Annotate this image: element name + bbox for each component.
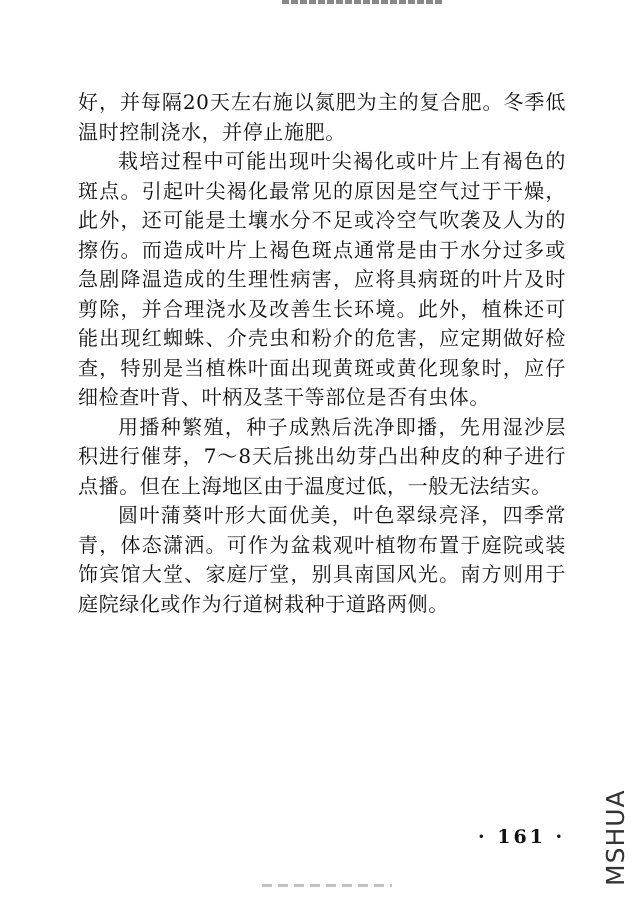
paragraph-2: 栽培过程中可能出现叶尖褐化或叶片上有褐色的斑点。引起叶尖褐化最常见的原因是空气过于干燥，此外，还可能是土壤水分不足或冷空气吹袭及人为的擦伤。而造成叶片上褐色斑点通常是由于水分过多或急剧降温造成的生理性病害，应将具病斑的叶片及时剪除，并合理浇水及改善生长环境。此外，植株还可能出现红蜘蛛、介壳虫和粉介的危害，应定期做好检查，特别是当植株叶面出现黄斑或黄化现象时，应仔细检查叶背、叶柄及茎干等部位是否有虫体。 bbox=[78, 149, 566, 409]
watermark bbox=[598, 790, 628, 890]
scan-artifact-top bbox=[282, 0, 442, 4]
paragraph-1: 好，并每隔20天左右施以氮肥为主的复合肥。冬季低温时控制浇水，并停止施肥。 bbox=[78, 90, 566, 144]
paragraph-3: 用播种繁殖，种子成熟后洗净即播，先用湿沙层积进行催芽，7～8天后挑出幼芽凸出种皮的种子进行点播。但在上海地区由于温度过低，一般无法结实。 bbox=[78, 414, 566, 498]
watermark-text: MSHUA bbox=[601, 789, 630, 886]
page-body bbox=[78, 88, 566, 619]
scan-artifact-bottom bbox=[262, 884, 392, 887]
page-number: · 161 · bbox=[478, 826, 566, 848]
paragraph-4: 圆叶蒲葵叶形大面优美，叶色翠绿亮泽，四季常青，体态潇洒。可作为盆栽观叶植物布置于庭院或装饰宾馆大堂、家庭厅堂，别具南国风光。南方则用于庭院绿化或作为行道树栽种于道路两侧。 bbox=[78, 503, 566, 616]
